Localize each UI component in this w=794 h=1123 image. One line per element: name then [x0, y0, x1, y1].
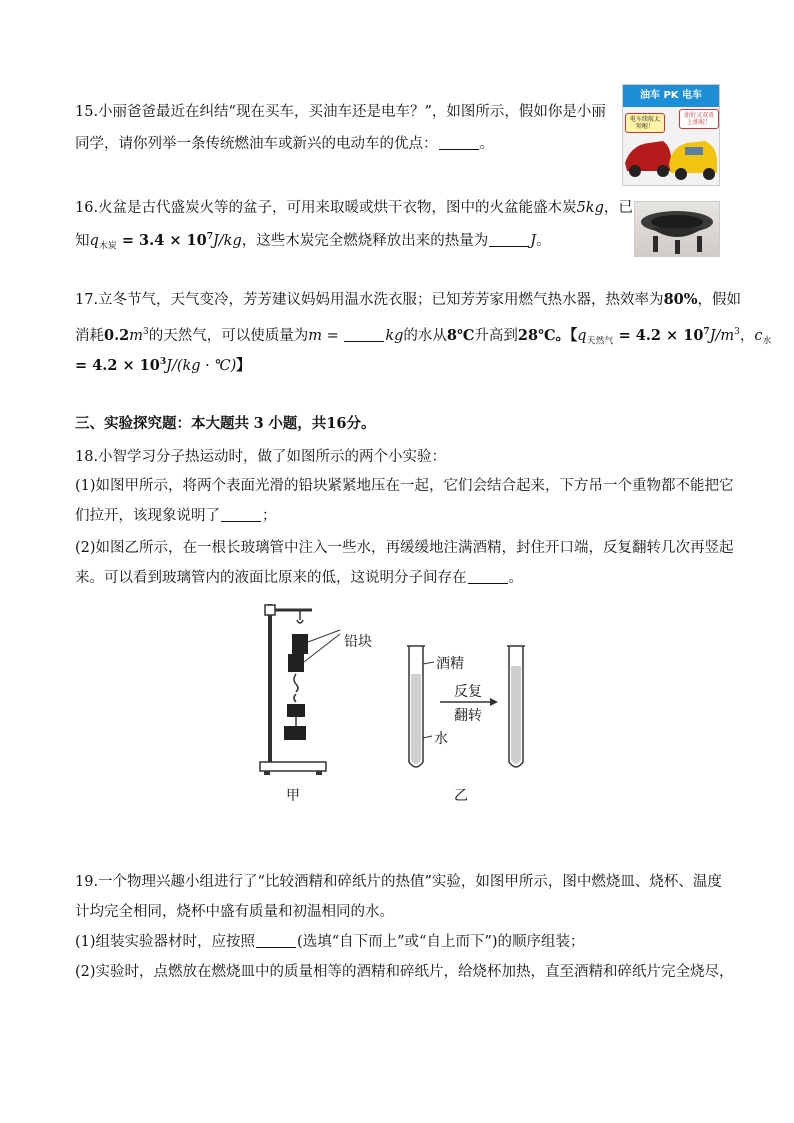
weight-block-upper — [287, 704, 305, 717]
car-tag-right: 油价又双叒上涨啦！ — [679, 109, 719, 129]
q17-line3: = $4.2 \times 10^3J/(kg$ · ℃)】 — [75, 356, 251, 374]
car-tag-left: 电车续航太短啦！ — [625, 113, 665, 133]
iron-stand — [260, 604, 326, 775]
car-banner: 油车 PK 电车 — [623, 85, 719, 107]
q18-line5: 来。可以看到玻璃管内的液面比原来的低，这说明分子间存在 。 — [75, 570, 523, 586]
fire-basin-image — [634, 201, 720, 257]
q18-line3: 们拉开，该现象说明了 ； — [75, 508, 277, 524]
alcohol-label: 酒精 — [436, 656, 464, 672]
lead-block-upper — [292, 634, 308, 654]
q16-line2: 知$q_{木炭} = 3.4 \times 10^7J/kg$，这些木炭完全燃烧释放出来的热量为 J。 — [75, 231, 551, 252]
answer-blank[interactable] — [344, 327, 384, 342]
oil-vs-electric-car-image — [622, 84, 720, 186]
q18-line4: (2)如图乙所示，在一根长玻璃管中注入一些水，再缓缓地注满酒精，封住开口端，反复翻转几次再竖起 — [75, 540, 734, 556]
flip-label-top: 反复 — [454, 684, 482, 700]
lead-label: 铅块 — [344, 634, 372, 650]
q15-line2: 同学，请你列举一条传统燃油车或新兴的电动车的优点： 。 — [75, 136, 494, 152]
answer-blank[interactable] — [489, 232, 529, 247]
answer-blank[interactable] — [256, 933, 296, 948]
q19-line2: 计均完全相同，烧杯中盛有质量和初温相同的水。 — [75, 904, 394, 920]
q19-line3: (1)组装实验器材时，应按照 (选填“自下而上”或“自上而下”)的顺序组装； — [75, 934, 585, 950]
answer-blank[interactable] — [468, 569, 508, 584]
section-3-heading: 三、实验探究题：本大题共 3 小题，共16分。 — [75, 415, 376, 432]
q18-line2: (1)如图甲所示，将两个表面光滑的铅块紧紧地压在一起，它们会结合起来，下方吊一个重物都不能把它 — [75, 478, 734, 494]
q19-line4: (2)实验时，点燃放在燃烧皿中的质量相等的酒精和碎纸片，给烧杯加热，直至酒精和碎纸片完全烧尽， — [75, 964, 734, 980]
q17-line2: 消耗$0.2m^3$的天然气，可以使质量为m = kg的水从8℃升高到28℃。【$q_{天然气} = 4.2 \times 10^7J/m^3$，$c_水$ — [75, 326, 772, 347]
answer-blank[interactable] — [439, 135, 479, 150]
lead-block-lower — [288, 654, 304, 672]
water-label: 水 — [434, 731, 448, 747]
q19-line1: 19.一个物理兴趣小组进行了“比较酒精和碎纸片的热值”实验，如图甲所示，图中燃烧皿、烧杯、温度 — [75, 874, 722, 890]
q18-line1: 18.小智学习分子热运动时，做了如图所示的两个小实验： — [75, 449, 447, 465]
glass-tube-before — [407, 646, 425, 767]
glass-tube-after — [507, 646, 525, 767]
flip-label-bottom: 翻转 — [454, 708, 482, 724]
weight-block-lower — [284, 726, 306, 740]
caption-jia: 甲 — [286, 788, 300, 804]
q18-figure — [240, 596, 560, 811]
cars-illustration — [623, 85, 719, 185]
q16-line1: 16.火盆是古代盛炭火等的盆子，可用来取暖或烘干衣物，图中的火盆能盛木炭5kg，已 — [75, 200, 633, 216]
q15-line1: 15.小丽爸爸最近在纠结“现在买车，买油车还是电车？”，如图所示，假如你是小丽 — [75, 104, 606, 120]
fire-basin-illustration — [635, 202, 719, 256]
answer-blank[interactable] — [221, 507, 261, 522]
q17-line1: 17.立冬节气，天气变冷，芳芳建议妈妈用温水洗衣服；已知芳芳家用燃气热水器，热效率为80%，假如 — [75, 291, 742, 308]
caption-yi: 乙 — [454, 788, 468, 804]
